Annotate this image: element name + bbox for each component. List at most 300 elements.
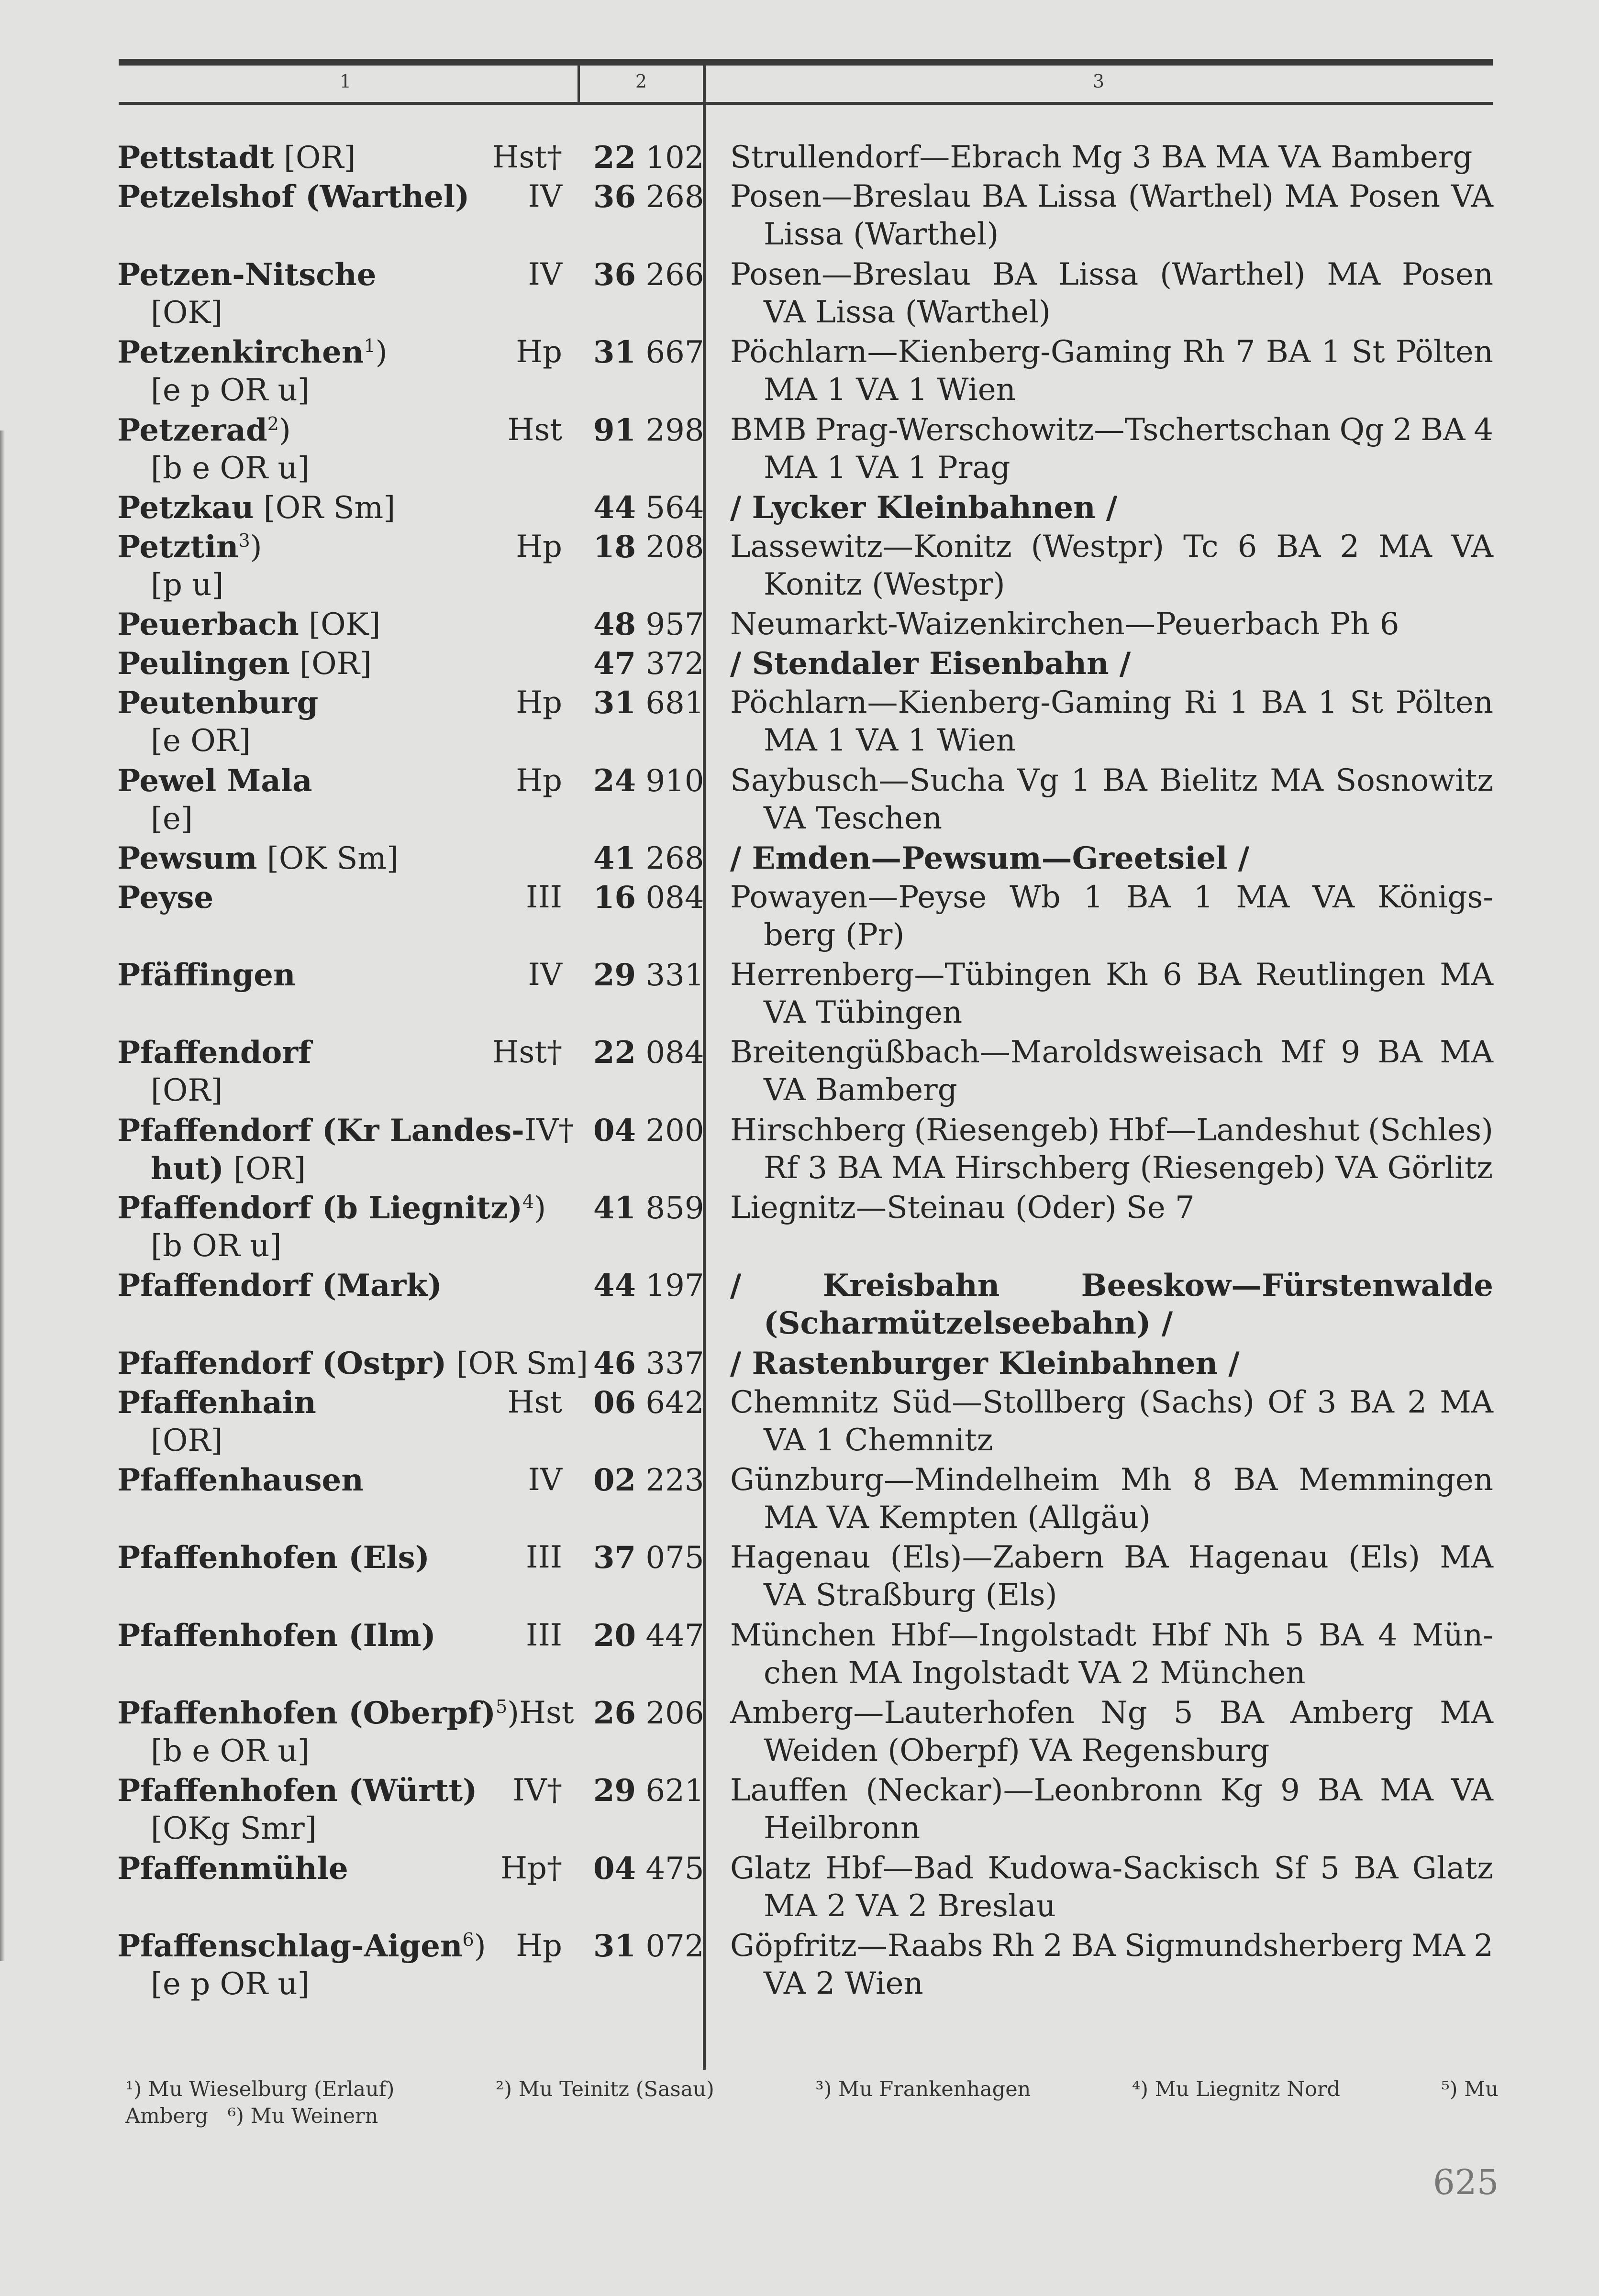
route-word: St (1351, 334, 1385, 370)
station-number-suffix: 447 (645, 1618, 704, 1654)
route-word: Glatz (1412, 1851, 1493, 1886)
route-line: VA Lissa (Warthel) (764, 295, 1051, 330)
station-number-suffix: 084 (645, 880, 704, 916)
route-word: BA (1354, 1851, 1399, 1886)
route-word: 2 (1474, 1928, 1493, 1964)
station-codes: [OR Sm] (456, 1346, 589, 1381)
station-number-suffix: 475 (645, 1851, 704, 1887)
route-line: Liegnitz—Steinau (Oder) Se 7 (730, 1190, 1195, 1225)
station-name: Pfaffendorf (117, 1035, 311, 1071)
footnote-line-2 (125, 2103, 1499, 2130)
station-name: Peuerbach (117, 607, 299, 642)
route-word: Beeskow—Fürstenwalde (1081, 1268, 1493, 1303)
station-name-group (117, 684, 318, 722)
route-word: Prag-Werschowitz—Tschertschan (815, 412, 1331, 448)
route-word: MA (1270, 763, 1323, 798)
route-word: Reutlingen (1255, 957, 1426, 993)
route-word: Sigmundsherberg (1124, 1928, 1403, 1964)
station-cell (117, 333, 562, 409)
route-line: chen MA Ingolstadt VA 2 München (764, 1656, 1306, 1691)
route-line: / Rastenburger Kleinbahnen / (730, 1346, 1240, 1381)
route-word: 2 (1392, 412, 1412, 448)
route-word: BA (1126, 880, 1171, 915)
station-name-group: Petzenkirchen$^1$) (117, 334, 388, 370)
station-number-suffix: 667 (645, 335, 704, 370)
station-codes: [OR Sm] (263, 490, 396, 526)
route-word: (Neckar)—Leonbronn (866, 1773, 1203, 1808)
route-line: VA Straßburg (Els) (764, 1578, 1057, 1613)
route-word: Posen—Breslau (730, 257, 971, 292)
route-line (730, 1384, 1493, 1422)
station-number-suffix: 206 (645, 1696, 704, 1731)
station-name-group (117, 139, 356, 177)
station-name-group (117, 1539, 430, 1577)
route-word: Posen—Breslau (730, 179, 971, 214)
station-number (593, 489, 704, 527)
route-line: MA 2 VA 2 Breslau (764, 1888, 1056, 1924)
station-name-group (117, 1267, 442, 1305)
station-number-suffix: 298 (645, 413, 704, 448)
station-cell (117, 1461, 562, 1500)
route-word: BA (1102, 763, 1147, 798)
station-name: Petzen-Nitsche (117, 257, 377, 293)
station-name-group (117, 1850, 348, 1888)
station-number-suffix: 681 (645, 685, 704, 721)
route-line: MA VA Kempten (Allgäu) (764, 1500, 1151, 1535)
route-cell (730, 528, 1493, 604)
station-cell (117, 1112, 574, 1188)
route-word: BA (1233, 1462, 1278, 1498)
station-class: IV (528, 1462, 562, 1498)
route-word: BA (1266, 334, 1311, 370)
station-codes-line (117, 1810, 562, 1848)
route-line: VA Teschen (764, 801, 943, 836)
station-number (593, 1112, 704, 1150)
route-word: Kudowa-Sackisch (988, 1851, 1260, 1886)
station-codes: [OK Sm] (266, 841, 399, 876)
route-word: Hbf—Bad (825, 1851, 974, 1886)
station-codes: [OR] (233, 1151, 306, 1187)
station-number-prefix: 04 (593, 1851, 636, 1887)
station-number-suffix: 642 (645, 1385, 704, 1421)
route-word: Hagenau (730, 1540, 871, 1575)
station-codes-line (117, 372, 562, 409)
route-word: MA (1284, 179, 1338, 214)
route-word: 9 (1341, 1035, 1361, 1070)
station-name: Pfaffenhofen (Ilm) (117, 1618, 436, 1654)
station-codes-line (117, 294, 562, 332)
station-number (593, 1539, 704, 1577)
route-word: Mf (1280, 1035, 1323, 1070)
route-cell (730, 839, 1493, 877)
station-name: Peyse (117, 880, 214, 916)
station-cell (117, 645, 562, 683)
station-class: IV (528, 957, 562, 993)
route-word: 1 (1071, 763, 1091, 798)
station-codes: [p u] (151, 567, 224, 603)
station-name-group (117, 606, 380, 644)
station-name: Petzenkirchen (117, 334, 364, 370)
station-name-group: Petzerad$^2$) (117, 412, 291, 448)
station-name-group: Pfaffendorf (b Liegnitz)$^4$) (117, 1190, 546, 1226)
route-word: MA (1327, 257, 1381, 292)
station-name-group (117, 1461, 364, 1500)
station-name: Pfaffenschlag-Aigen (117, 1928, 463, 1964)
route-line (730, 1267, 1493, 1304)
station-class: Hp (516, 1928, 562, 1964)
station-number (593, 1267, 704, 1305)
station-cell (117, 1267, 562, 1305)
route-cell (730, 178, 1493, 254)
route-word: Hagenau (1188, 1540, 1329, 1575)
station-cell (117, 1189, 562, 1265)
station-number-suffix: 268 (645, 179, 704, 215)
station-codes-line (117, 450, 562, 487)
footnote-4: ⁴) Mu Liegnitz Nord (1132, 2077, 1340, 2101)
route-line (730, 762, 1493, 800)
route-line (730, 1461, 1493, 1499)
station-name: Pettstadt (117, 140, 274, 176)
route-word: BA (1219, 1695, 1264, 1731)
station-codes: [OK] (309, 607, 381, 642)
station-line (117, 956, 562, 994)
station-line (117, 1617, 562, 1655)
station-number (593, 684, 704, 722)
station-number-suffix: 208 (645, 530, 704, 565)
station-name: Pfaffendorf (Kr Landes- (117, 1113, 524, 1148)
route-line (730, 411, 1493, 449)
route-word: Pölten (1395, 685, 1493, 720)
station-number-prefix: 20 (593, 1618, 636, 1654)
station-codes: [OR] (151, 1073, 223, 1108)
station-number-prefix: 02 (593, 1462, 636, 1498)
station-number (593, 1617, 704, 1655)
route-word: VA (1451, 1773, 1493, 1808)
route-line: / Stendaler Eisenbahn / (730, 646, 1131, 682)
route-word: Süd—Stollberg (891, 1385, 1126, 1420)
route-word: (Riesengeb) (914, 1113, 1100, 1148)
station-number-prefix: 04 (593, 1113, 636, 1148)
station-class: Hst† (492, 140, 562, 175)
route-word: Of (1267, 1385, 1304, 1420)
station-cell (117, 528, 562, 604)
route-word: 9 (1280, 1773, 1300, 1808)
footnote-2: ²) Mu Teinitz (Sasau) (496, 2077, 714, 2101)
station-class: Hst† (492, 1035, 562, 1070)
station-codes: [e] (151, 801, 193, 837)
route-word: BA (1124, 1540, 1169, 1575)
route-word: 6 (1163, 957, 1182, 993)
route-word: 5 (1320, 1851, 1340, 1886)
station-name-group (117, 1034, 311, 1072)
footnote-ref: 1 (364, 335, 376, 356)
route-word: 1 (1321, 334, 1341, 370)
station-number-prefix: 26 (593, 1695, 636, 1731)
route-line (730, 1772, 1493, 1810)
station-number-prefix: 44 (593, 1268, 636, 1303)
route-word: 8 (1192, 1462, 1212, 1498)
route-line (730, 1617, 1493, 1655)
route-word: MA (1440, 1035, 1493, 1070)
station-codes: [e p OR u] (151, 373, 310, 408)
station-line (117, 1461, 562, 1500)
route-word: Lauffen (730, 1773, 848, 1808)
route-word: 2 (1407, 1385, 1427, 1420)
station-number (593, 606, 704, 644)
station-name-group: Petztin$^3$) (117, 529, 262, 565)
route-word: Lissa (1037, 179, 1117, 214)
route-word: MA (1411, 1928, 1466, 1964)
station-class: Hp (516, 529, 562, 564)
route-word: Ri (1184, 685, 1217, 720)
route-line: VA 2 Wien (764, 1966, 923, 2001)
route-word: 3 (1317, 1385, 1337, 1420)
station-number-prefix: 18 (593, 529, 636, 565)
route-cell (730, 879, 1493, 954)
route-word: MA (1440, 1540, 1493, 1575)
station-number-prefix: 41 (593, 840, 636, 876)
station-name: Peutenburg (117, 685, 319, 721)
station-class: IV† (512, 1773, 562, 1808)
station-name: Petzerad (117, 412, 267, 448)
station-number-prefix: 06 (593, 1385, 636, 1421)
station-number (593, 762, 704, 800)
route-line: VA Tübingen (764, 995, 963, 1030)
station-number-prefix: 22 (593, 140, 636, 176)
route-word: 6 (1237, 529, 1257, 564)
route-word: BA (981, 179, 1027, 214)
station-number-suffix: 102 (645, 140, 704, 176)
route-cell (730, 684, 1493, 760)
route-word: BA (1196, 957, 1241, 993)
route-cell (730, 762, 1493, 838)
station-codes: [e OR] (151, 723, 251, 759)
route-word: 4 (1474, 412, 1493, 448)
route-word: BA (1421, 412, 1466, 448)
route-word: (Els) (1348, 1540, 1421, 1575)
footnote-ref: 5 (495, 1696, 508, 1717)
station-cell (117, 1694, 574, 1770)
route-word: Hbf—Landeshut (1108, 1113, 1360, 1148)
route-cell (730, 1267, 1493, 1342)
page-edge-shadow (0, 430, 5, 1961)
station-number-suffix: 331 (645, 958, 704, 993)
station-line (117, 645, 562, 683)
route-cell (730, 411, 1493, 487)
station-name: Pfaffendorf (Mark) (117, 1268, 442, 1303)
route-word: Herrenberg—Tübingen (730, 957, 1091, 993)
station-line (117, 762, 562, 800)
station-name-group (117, 956, 296, 994)
route-word: BA (1071, 1928, 1116, 1964)
station-line (117, 1539, 562, 1577)
route-word: Kg (1220, 1773, 1263, 1808)
route-word: 2 (1340, 529, 1360, 564)
route-cell (730, 139, 1493, 177)
station-number-prefix: 22 (593, 1035, 636, 1071)
footnote-6: ⁶) Mu Weinern (227, 2104, 378, 2128)
route-word: Wb (1010, 880, 1061, 915)
station-line (117, 256, 562, 294)
station-line (117, 1384, 562, 1422)
station-line (117, 1189, 562, 1227)
station-number-suffix: 910 (645, 763, 704, 799)
station-name-group (117, 1384, 316, 1422)
route-line (730, 1112, 1493, 1149)
station-name-group (117, 1112, 524, 1150)
route-line: Strullendorf—Ebrach Mg 3 BA MA VA Bamberg (730, 140, 1473, 175)
station-class: III (526, 1540, 562, 1575)
route-word: Posen (1349, 179, 1441, 214)
route-word: VA (1451, 179, 1493, 214)
route-word: Lassewitz—Konitz (730, 529, 1012, 564)
route-word: Powayen—Peyse (730, 880, 987, 915)
station-number (593, 1189, 704, 1227)
station-cell (117, 606, 562, 644)
route-cell (730, 256, 1493, 331)
station-name: Peulingen (117, 646, 290, 682)
station-codes: [b OR u] (151, 1228, 282, 1264)
footnote-ref: 6 (462, 1929, 474, 1950)
station-number-suffix: 200 (645, 1113, 704, 1148)
route-line (730, 1850, 1493, 1888)
route-cell (730, 606, 1493, 643)
station-number (593, 1850, 704, 1888)
station-name-group (117, 1617, 436, 1655)
station-number (593, 178, 704, 216)
station-cell (117, 256, 562, 332)
station-codes: [b e OR u] (151, 451, 310, 486)
route-line (730, 1927, 1493, 1965)
route-cell (730, 1034, 1493, 1109)
station-name: Pfaffenhofen (Els) (117, 1540, 430, 1576)
route-line: Neumarkt-Waizenkirchen—Peuerbach Ph 6 (730, 607, 1399, 642)
route-word: Amberg—Lauterhofen (730, 1695, 1075, 1731)
route-word: BA (1349, 1385, 1394, 1420)
route-word: Glatz (730, 1851, 811, 1886)
station-name-group: Pfaffenschlag-Aigen$^6$) (117, 1928, 486, 1964)
station-number (593, 1927, 704, 1965)
station-line (117, 1112, 574, 1150)
route-word: / (730, 1268, 742, 1303)
station-cell (117, 1539, 562, 1577)
station-cell (117, 1850, 562, 1888)
route-cell (730, 1384, 1493, 1459)
station-codes: [OR] (151, 1423, 223, 1458)
station-line (117, 1694, 574, 1733)
station-cell (117, 684, 562, 760)
station-number (593, 956, 704, 994)
station-codes-line (117, 1733, 562, 1770)
route-word: (Sachs) (1138, 1385, 1255, 1420)
route-word: 5 (1173, 1695, 1193, 1731)
station-class: Hp (516, 685, 562, 720)
route-line (730, 1034, 1493, 1071)
route-cell (730, 489, 1493, 527)
station-name-group (117, 489, 395, 527)
route-word: 7 (1235, 334, 1255, 370)
route-word: Ng (1100, 1695, 1147, 1731)
route-word: Hbf (1151, 1618, 1209, 1653)
station-number-suffix: 268 (645, 841, 704, 876)
route-word: Nh (1223, 1618, 1270, 1653)
route-word: Tc (1183, 529, 1219, 564)
route-word: BA (992, 257, 1037, 292)
station-codes: [OK] (151, 295, 223, 331)
station-number-suffix: 337 (645, 1346, 704, 1381)
route-word: Memmingen (1299, 1462, 1493, 1498)
route-word: MA (1380, 1773, 1433, 1808)
station-number-prefix: 37 (593, 1540, 636, 1576)
route-word: 1 (1083, 880, 1103, 915)
footnote-3: ³) Mu Frankenhagen (815, 2077, 1031, 2101)
route-cell (730, 333, 1493, 409)
station-name: Pfaffenhofen (Oberpf) (117, 1695, 496, 1731)
route-word: Breitengüßbach—Maroldsweisach (730, 1035, 1264, 1070)
route-cell (730, 1112, 1493, 1187)
station-class: Hst (519, 1695, 574, 1731)
route-line: VA 1 Chemnitz (764, 1423, 993, 1458)
station-name: Pewel Mala (117, 763, 312, 799)
station-class: IV (528, 179, 562, 214)
route-line: VA Bamberg (764, 1072, 957, 1108)
route-word: Sf (1274, 1851, 1306, 1886)
station-cell (117, 956, 562, 994)
route-word: Göpfritz—Raabs (730, 1928, 983, 1964)
station-number (593, 645, 704, 683)
station-cell (117, 489, 562, 527)
station-line (117, 1267, 562, 1305)
station-number (593, 879, 704, 917)
route-line: (Scharmützelseebahn) / (764, 1305, 1173, 1341)
route-line (730, 178, 1493, 216)
route-line: Weiden (Oberpf) VA Regensburg (764, 1733, 1270, 1768)
route-word: MA (1440, 1695, 1493, 1731)
station-cell (117, 1772, 562, 1848)
route-word: Mh (1120, 1462, 1172, 1498)
footnote-1: ¹) Mu Wieselburg (Erlauf) (125, 2077, 395, 2101)
station-number-suffix: 072 (645, 1929, 704, 1964)
route-line: MA 1 VA 1 Prag (764, 450, 1010, 486)
station-number-prefix: 36 (593, 257, 636, 293)
route-word: MA (1440, 957, 1493, 993)
route-word: Sosnowitz (1335, 763, 1493, 798)
station-class: III (526, 880, 562, 915)
route-word: Saybusch—Sucha (730, 763, 1005, 798)
station-name: Pfaffendorf (Ostpr) (117, 1346, 447, 1381)
station-number (593, 256, 704, 294)
route-cell (730, 1539, 1493, 1614)
station-codes-line (117, 722, 562, 760)
station-number-suffix: 564 (645, 490, 704, 526)
station-number-prefix: 91 (593, 412, 636, 448)
footnote-5-end: Amberg (125, 2104, 208, 2128)
route-word: Amberg (1290, 1695, 1414, 1731)
station-class: Hp (516, 334, 562, 370)
route-word: Lissa (1058, 257, 1139, 292)
route-word: Günzburg—Mindelheim (730, 1462, 1099, 1498)
station-cell (117, 762, 562, 838)
route-cell (730, 1189, 1493, 1227)
station-cell (117, 139, 562, 177)
route-word: MA (1236, 880, 1290, 915)
route-line: / Lycker Kleinbahnen / (730, 490, 1118, 526)
station-line (117, 1345, 589, 1383)
station-codes: [e p OR u] (151, 1966, 310, 2002)
route-word: 4 (1377, 1618, 1398, 1653)
page-number: 625 (1433, 2162, 1499, 2202)
station-number (593, 1345, 704, 1383)
